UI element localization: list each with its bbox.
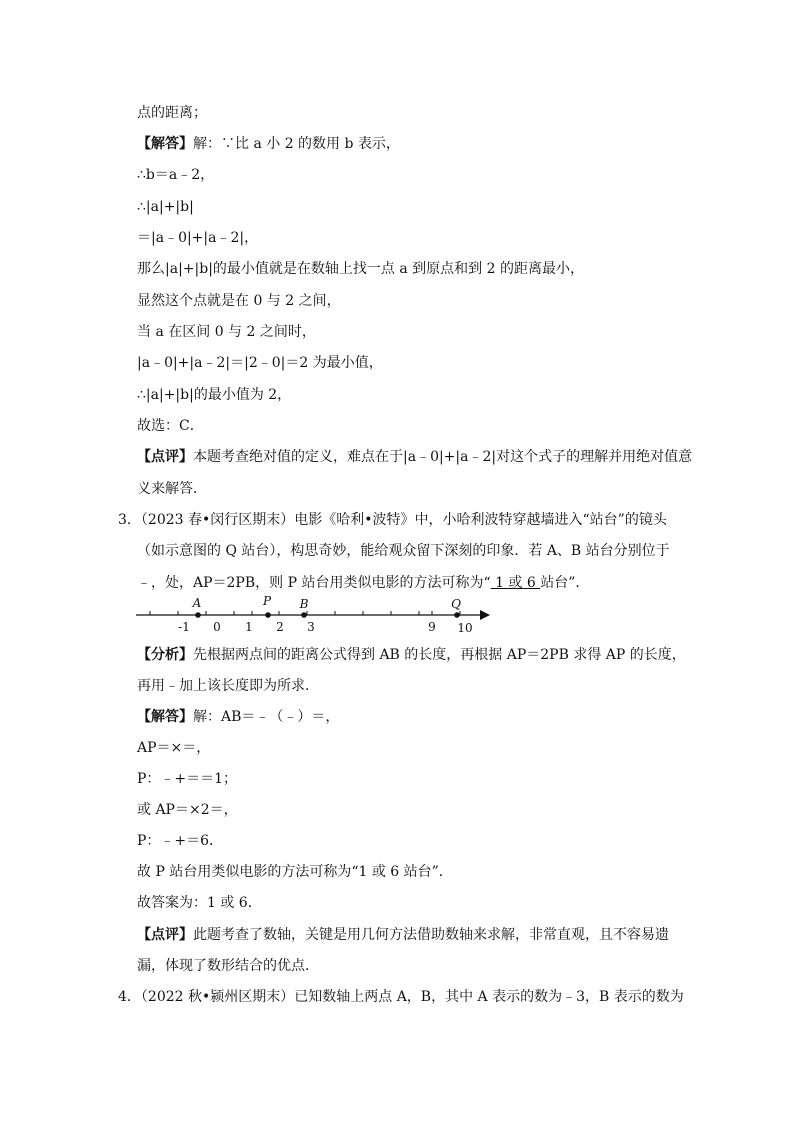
point-b-dot bbox=[301, 612, 307, 618]
answer-blank: 1 或 6 bbox=[490, 575, 541, 591]
comment-line bbox=[137, 448, 692, 466]
text-line: ＝|a﹣0|+|a﹣2|， bbox=[137, 230, 259, 246]
solution-text: 解：AB＝﹣（﹣）＝， bbox=[193, 709, 340, 725]
text-line: P：﹣+＝6． bbox=[137, 833, 224, 849]
tick-label: 10 bbox=[457, 621, 473, 635]
text-line: 再用﹣加上该长度即为所求． bbox=[137, 678, 319, 694]
point-q-dot bbox=[454, 612, 460, 618]
text-line: 当 a 在区间 0 与 2 之间时， bbox=[137, 324, 316, 340]
text-line: ∴|a|+|b|的最小值为 2， bbox=[137, 387, 292, 403]
solution-line bbox=[137, 708, 339, 726]
solution-tag: 【解答】 bbox=[137, 709, 193, 725]
point-label-q: Q bbox=[451, 597, 461, 611]
question-3-text: 站台”． bbox=[540, 575, 590, 591]
tick-label: 2 bbox=[276, 620, 284, 634]
point-p-dot bbox=[265, 612, 271, 618]
tick-label: 1 bbox=[245, 620, 253, 634]
text-line: 义来解答． bbox=[137, 481, 207, 497]
solution-text: 解：∵比 a 小 2 的数用 b 表示， bbox=[193, 136, 400, 152]
text-line: P：﹣+＝＝1； bbox=[137, 771, 238, 787]
solution-line bbox=[137, 135, 400, 153]
point-label-p: P bbox=[262, 594, 272, 608]
number-line-figure bbox=[130, 594, 500, 638]
text-line: AP＝×＝， bbox=[137, 740, 211, 756]
comment-tag: 【点评】 bbox=[137, 927, 193, 943]
point-a-dot bbox=[195, 612, 201, 618]
text-line: 那么|a|+|b|的最小值就是在数轴上找一点 a 到原点和到 2 的距离最小， bbox=[137, 261, 584, 277]
question-4-line: 4．（2022 秋•颍州区期末）已知数轴上两点 A，B，其中 A 表示的数为﹣3，B 表示的数为 bbox=[118, 989, 684, 1005]
tick-label: 0 bbox=[213, 620, 221, 634]
number-line-arrow bbox=[480, 610, 490, 620]
comment-tag: 【点评】 bbox=[137, 449, 193, 465]
text-line: ∴b＝a﹣2， bbox=[137, 167, 215, 183]
solution-tag: 【解答】 bbox=[137, 136, 193, 152]
text-line: ∴|a|+|b| bbox=[137, 199, 194, 215]
text-line: 或 AP＝×2＝， bbox=[137, 802, 238, 818]
question-3-line bbox=[137, 574, 589, 592]
text-line: 显然这个点就是在 0 与 2 之间， bbox=[137, 293, 341, 309]
comment-text: 此题考查了数轴，关键是用几何方法借助数轴来求解，非常直观，且不容易遗 bbox=[193, 927, 669, 943]
comment-line bbox=[137, 926, 669, 944]
text-line: |a﹣0|+|a﹣2|＝|2﹣0|＝2 为最小值， bbox=[137, 355, 383, 371]
tick-label: 9 bbox=[428, 620, 436, 634]
analysis-text: 先根据两点间的距离公式得到 AB 的长度，再根据 AP＝2PB 求得 AP 的长度， bbox=[193, 647, 686, 663]
point-label-b: B bbox=[299, 597, 309, 611]
question-3-line: 3．（2023 春•闵行区期末）电影《哈利•波特》中，小哈利波特穿越墙进入“站台”的镜头 bbox=[118, 512, 667, 528]
text-line: 故选：C． bbox=[137, 418, 204, 434]
tick-label: -1 bbox=[178, 620, 190, 634]
analysis-tag: 【分析】 bbox=[137, 647, 193, 663]
text-line: 点的距离； bbox=[137, 105, 207, 121]
comment-text: 本题考查绝对值的定义，难点在于|a﹣0|+|a﹣2|对这个式子的理解并用绝对值意 bbox=[193, 449, 693, 465]
analysis-line bbox=[137, 646, 686, 664]
question-3-text: ﹣，处，AP＝2PB，则 P 站台用类似电影的方法可称为“ bbox=[137, 575, 491, 591]
point-label-a: A bbox=[192, 596, 202, 610]
text-line: 故答案为：1 或 6． bbox=[137, 895, 262, 911]
text-line: 漏，体现了数形结合的优点． bbox=[137, 958, 319, 974]
text-line: 故 P 站台用类似电影的方法可称为“1 或 6 站台”． bbox=[137, 864, 453, 880]
tick-label: 3 bbox=[307, 620, 315, 634]
question-3-line: （如示意图的 Q 站台），构思奇妙，能给观众留下深刻的印象．若 A、B 站台分别位于 bbox=[137, 543, 670, 559]
